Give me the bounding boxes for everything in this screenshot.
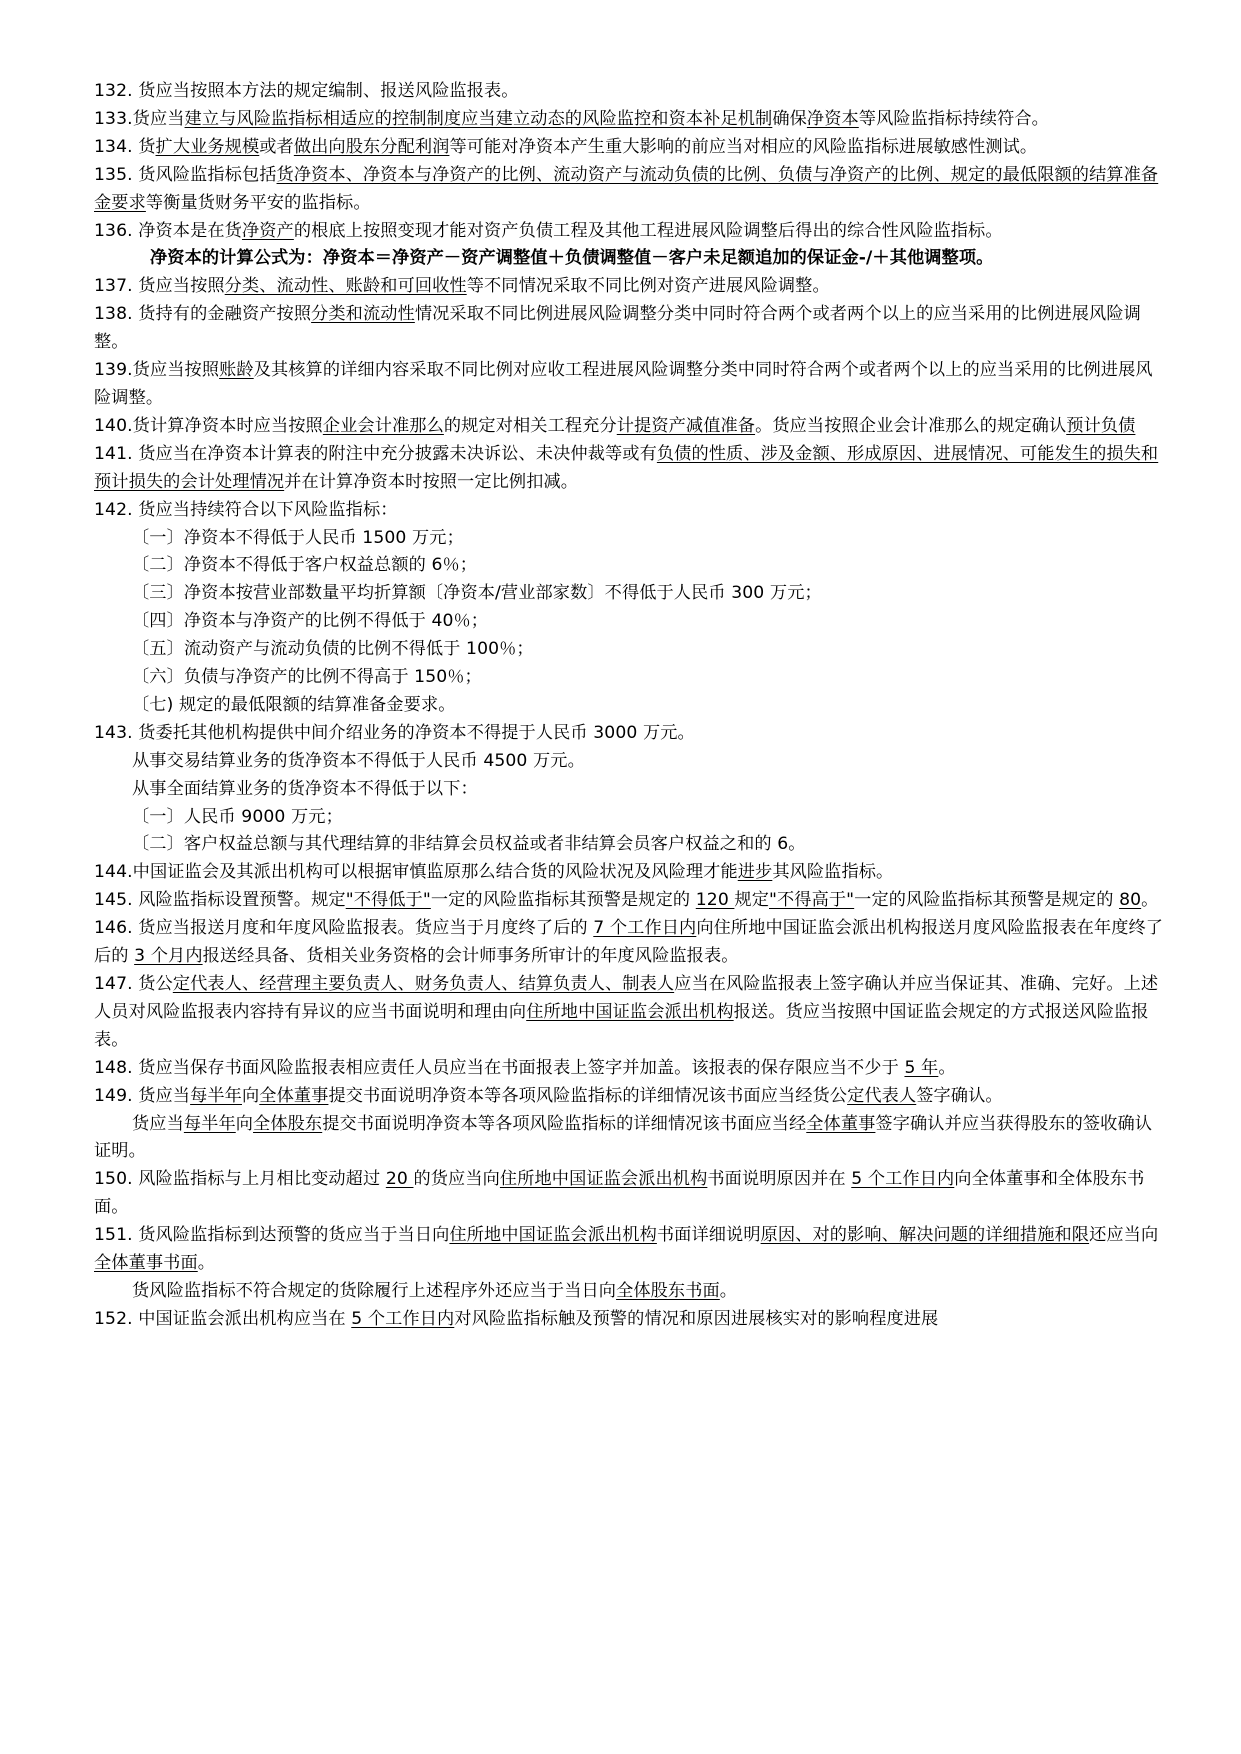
paragraph: [94, 664, 1164, 692]
text-segment: 对风险监指标触及预警的情况和原因进展核实对的影响程度进展: [454, 1308, 939, 1329]
underlined-term: 5 个工作日内: [351, 1308, 455, 1329]
text-segment: 货风险监指标不符合规定的货除履行上述程序外还应当于当日向: [132, 1280, 617, 1301]
paragraph: [94, 608, 1164, 636]
text-segment: 向: [235, 1113, 254, 1134]
paragraph: [94, 720, 1164, 748]
underlined-term: 全体董事书面: [94, 1253, 198, 1274]
text-segment: 货应当: [132, 1113, 184, 1134]
underlined-term: 企业会计准那么: [322, 415, 444, 436]
text-segment: 提交书面说明净资本等各项风险监指标的详细情况该书面应当经: [322, 1113, 807, 1134]
underlined-term: 每半年: [183, 1113, 236, 1134]
paragraph: [94, 106, 1164, 134]
paragraph: [94, 413, 1164, 441]
text-segment: 。: [938, 1057, 956, 1078]
text-segment: 〔一〕人民币 9000 万元；: [132, 806, 343, 827]
text-segment: 等风险监指标持续符合。: [858, 108, 1049, 129]
text-segment: 。: [1141, 890, 1159, 911]
paragraph: [94, 859, 1164, 887]
underlined-term: 计提资产减值准备: [616, 415, 756, 436]
underlined-term: 住所地中国证监会派出机构: [449, 1225, 657, 1246]
text-segment: 确保: [772, 108, 807, 129]
paragraph: [94, 748, 1164, 776]
text-segment: 规定: [734, 890, 769, 911]
paragraph: [94, 497, 1164, 525]
text-segment: 签字确认并应当获得股东的签收确认证明。: [94, 1113, 1153, 1162]
text-segment: 144.中国证监会及其派出机构可以根据审慎监原那么结合货的风险状况及风险理才能: [94, 862, 738, 883]
paragraph: [94, 162, 1164, 218]
text-segment: 向全体董事和全体股东书面。: [94, 1169, 1145, 1218]
underlined-term: 做出向股东分配利润: [293, 136, 450, 157]
underlined-term: 每半年: [190, 1085, 242, 1106]
paragraph: [94, 1278, 1164, 1306]
text-segment: 情况采取不同比例进展风险调整分类中同时符合两个或者两个以上的应当采用的比例进展风险调整。: [94, 304, 1141, 353]
text-segment: 及其核算的详细内容采取不同比例对应收工程进展风险调整分类中同时符合两个或者两个以上的应当采用的比例进展风险调整。: [94, 360, 1153, 408]
underlined-term: 预计负债: [1066, 415, 1136, 436]
text-segment: 〔一〕净资本不得低于人民币 1500 万元；: [132, 527, 464, 548]
text-segment: 从事交易结算业务的货净资本不得低于人民币 4500 万元。: [132, 750, 585, 771]
paragraph: [94, 1055, 1164, 1083]
underlined-term: 20: [385, 1169, 414, 1190]
text-segment: 136. 净资本是在货: [94, 220, 242, 241]
underlined-term: "不得低于": [345, 890, 431, 911]
paragraph: [94, 776, 1164, 804]
text-segment: 148. 货应当保存书面风险监报表相应责任人员应当在书面报表上签字并加盖。该报表的保存限应当不少于: [94, 1057, 905, 1078]
underlined-term: 住所地中国证监会派出机构: [499, 1169, 708, 1190]
text-segment: 。货应当按照企业会计准那么的规定确认: [755, 415, 1067, 436]
text-segment: 还应当向: [1089, 1225, 1159, 1246]
text-segment: 其风险监指标。: [772, 862, 894, 883]
text-segment: 一定的风险监指标其预警是规定的: [430, 890, 696, 911]
underlined-term: 住所地中国证监会派出机构: [526, 1001, 734, 1022]
text-segment: 报送经具备、货相关业务资格的会计师事务所审计的年度风险监报表。: [202, 946, 739, 967]
paragraph: [94, 1166, 1164, 1222]
text-segment: 一定的风险监指标其预警是规定的: [854, 890, 1120, 911]
text-segment: 或者: [259, 136, 294, 157]
text-segment: 〔二〕净资本不得低于客户权益总额的 6％；: [132, 555, 478, 576]
paragraph: [94, 1306, 1164, 1334]
text-segment: 151. 货风险监指标到达预警的货应当于当日向: [94, 1225, 450, 1246]
paragraph: [94, 441, 1164, 497]
text-segment: 的货应当向: [413, 1169, 500, 1190]
paragraph: [94, 1111, 1164, 1167]
text-segment: 141. 货应当在净资本计算表的附注中充分披露未决诉讼、未决仲裁等或有: [94, 443, 657, 464]
underlined-term: 货净资本、净资本与净资产的比例、流动资产与流动负债的比例、负债与净资产的比例、规定的最低限额的结算准备金要求: [94, 164, 1159, 213]
text-segment: 146. 货应当报送月度和年度风险监报表。货应当于月度终了后的: [94, 918, 594, 939]
underlined-term: 5 年: [904, 1057, 939, 1078]
formula-paragraph: [94, 245, 1164, 273]
paragraph: [94, 804, 1164, 832]
text-segment: 等不同情况采取不同比例对资产进展风险调整。: [466, 276, 830, 297]
text-segment: 142. 货应当持续符合以下风险监指标：: [94, 499, 398, 520]
paragraph: [94, 301, 1164, 357]
paragraph: [94, 831, 1164, 859]
underlined-term: 120: [695, 890, 735, 911]
text-segment: 〔七) 规定的最低限额的结算准备金要求。: [132, 694, 456, 715]
paragraph: [94, 525, 1164, 553]
text-segment: 书面详细说明: [656, 1225, 761, 1246]
text-segment: 149. 货应当: [94, 1085, 191, 1106]
paragraph: [94, 580, 1164, 608]
underlined-term: 负债的性质、涉及金额、形成原因、进展情况、可能发生的损失和预计损失的会计处理情况: [94, 443, 1159, 492]
paragraph: [94, 915, 1164, 971]
paragraph: [94, 357, 1164, 413]
underlined-term: 3 个月内: [134, 946, 203, 967]
document-body: [94, 78, 1164, 1334]
text-segment: 143. 货委托其他机构提供中间介绍业务的净资本不得提于人民币 3000 万元。: [94, 722, 695, 743]
text-segment: 〔二〕客户权益总额与其代理结算的非结算会员权益或者非结算会员客户权益之和的 6。: [132, 834, 806, 855]
text-segment: 137. 货应当按照: [94, 276, 225, 297]
text-segment: 。: [197, 1253, 216, 1274]
paragraph: [94, 636, 1164, 664]
underlined-term: 扩大业务规模: [155, 136, 260, 157]
text-segment: 。: [719, 1280, 738, 1301]
paragraph: [94, 971, 1164, 1055]
underlined-term: 全体股东: [253, 1113, 323, 1134]
paragraph: [94, 134, 1164, 162]
text-segment: 向住所地中国证监会派出机构报送月度风险监报表在年度终了后的: [94, 918, 1164, 967]
text-segment: 提交书面说明净资本等各项风险监指标的详细情况该书面应当经货公: [328, 1085, 848, 1106]
paragraph: [94, 887, 1164, 915]
text-segment: 等衡量货财务平安的监指标。: [145, 192, 371, 213]
text-segment: 应当在风险监报表上签字确认并应当保证其、准确、完好。上述人员对风险监报表内容持有异议的应当书面说明和理由向: [94, 974, 1159, 1022]
underlined-term: 净资本: [806, 108, 859, 129]
text-segment: 145. 风险监指标设置预警。规定: [94, 890, 346, 911]
paragraph: [94, 552, 1164, 580]
paragraph: [94, 1083, 1164, 1111]
underlined-term: 全体董事: [259, 1085, 329, 1106]
text-segment: 〔三〕净资本按营业部数量平均折算额〔净资本/营业部家数〕不得低于人民币 300 万元；: [132, 583, 822, 604]
text-segment: 的规定对相关工程充分: [443, 415, 617, 436]
text-segment: 书面说明原因并在: [707, 1169, 852, 1190]
text-segment: 132. 货应当按照本方法的规定编制、报送风险监报表。: [94, 81, 519, 101]
underlined-term: 5 个工作日内: [851, 1169, 955, 1190]
text-segment: 签字确认。: [916, 1085, 1003, 1106]
paragraph: [94, 78, 1164, 106]
underlined-term: 账龄: [219, 360, 254, 381]
text-segment: 152. 中国证监会派出机构应当在: [94, 1308, 352, 1329]
underlined-term: 定代表人: [847, 1085, 917, 1106]
underlined-term: "不得高于": [769, 890, 855, 911]
text-segment: 的根底上按照变现才能对资产负债工程及其他工程进展风险调整后得出的综合性风险监指标。: [293, 220, 1003, 241]
underlined-term: 全体董事: [806, 1113, 876, 1134]
underlined-term: 全体股东书面: [616, 1280, 720, 1301]
underlined-term: 分类、流动性、账龄和可回收性: [224, 276, 467, 297]
paragraph: [94, 1222, 1164, 1278]
text-segment: 等可能对净资本产生重大影响的前应当对相应的风险监指标进展敏感性测试。: [449, 136, 1038, 157]
text-segment: 〔四〕净资本与净资产的比例不得低于 40％；: [132, 611, 489, 632]
underlined-term: 80: [1119, 890, 1142, 911]
underlined-term: 分类和流动性: [311, 304, 415, 325]
text-segment: 140.货计算净资本时应当按照: [94, 415, 323, 436]
text-segment: 134. 货: [94, 136, 156, 157]
text-segment: 从事全面结算业务的货净资本不得低于以下：: [132, 778, 478, 799]
text-segment: 150. 风险监指标与上月相比变动超过: [94, 1169, 386, 1190]
text-segment: 138. 货持有的金融资产按照: [94, 304, 312, 325]
text-segment: 净资本的计算公式为：净资本＝净资产－资产调整值＋负债调整值－客户未足额追加的保证金-/＋其他调整项。: [150, 248, 994, 269]
underlined-term: 原因、对的影响、解决问题的详细措施和限: [760, 1225, 1090, 1246]
text-segment: 147. 货公: [94, 974, 173, 994]
text-segment: 139.货应当按照: [94, 360, 220, 381]
paragraph: [94, 218, 1164, 246]
text-segment: 报送。货应当按照中国证监会规定的方式报送风险监报表。: [94, 1001, 1149, 1050]
underlined-term: 定代表人、经营理主要负责人、财务负责人、结算负责人、制表人: [172, 974, 675, 994]
underlined-term: 7 个工作日内: [593, 918, 697, 939]
text-segment: 133.货应当: [94, 108, 185, 129]
text-segment: 〔六〕负债与净资产的比例不得高于 150％；: [132, 667, 482, 688]
text-segment: 135. 货风险监指标包括: [94, 164, 277, 185]
text-segment: 〔五〕流动资产与流动负债的比例不得低于 100％；: [132, 639, 534, 660]
text-segment: 向: [241, 1085, 260, 1106]
paragraph: [94, 273, 1164, 301]
underlined-term: 净资产: [241, 220, 294, 241]
underlined-term: 进步: [737, 862, 773, 883]
text-segment: 并在计算净资本时按照一定比例扣减。: [284, 471, 579, 492]
paragraph: [94, 692, 1164, 720]
underlined-term: 建立与风险监指标相适应的控制制度应当建立动态的风险监控和资本补足机制: [184, 108, 773, 129]
